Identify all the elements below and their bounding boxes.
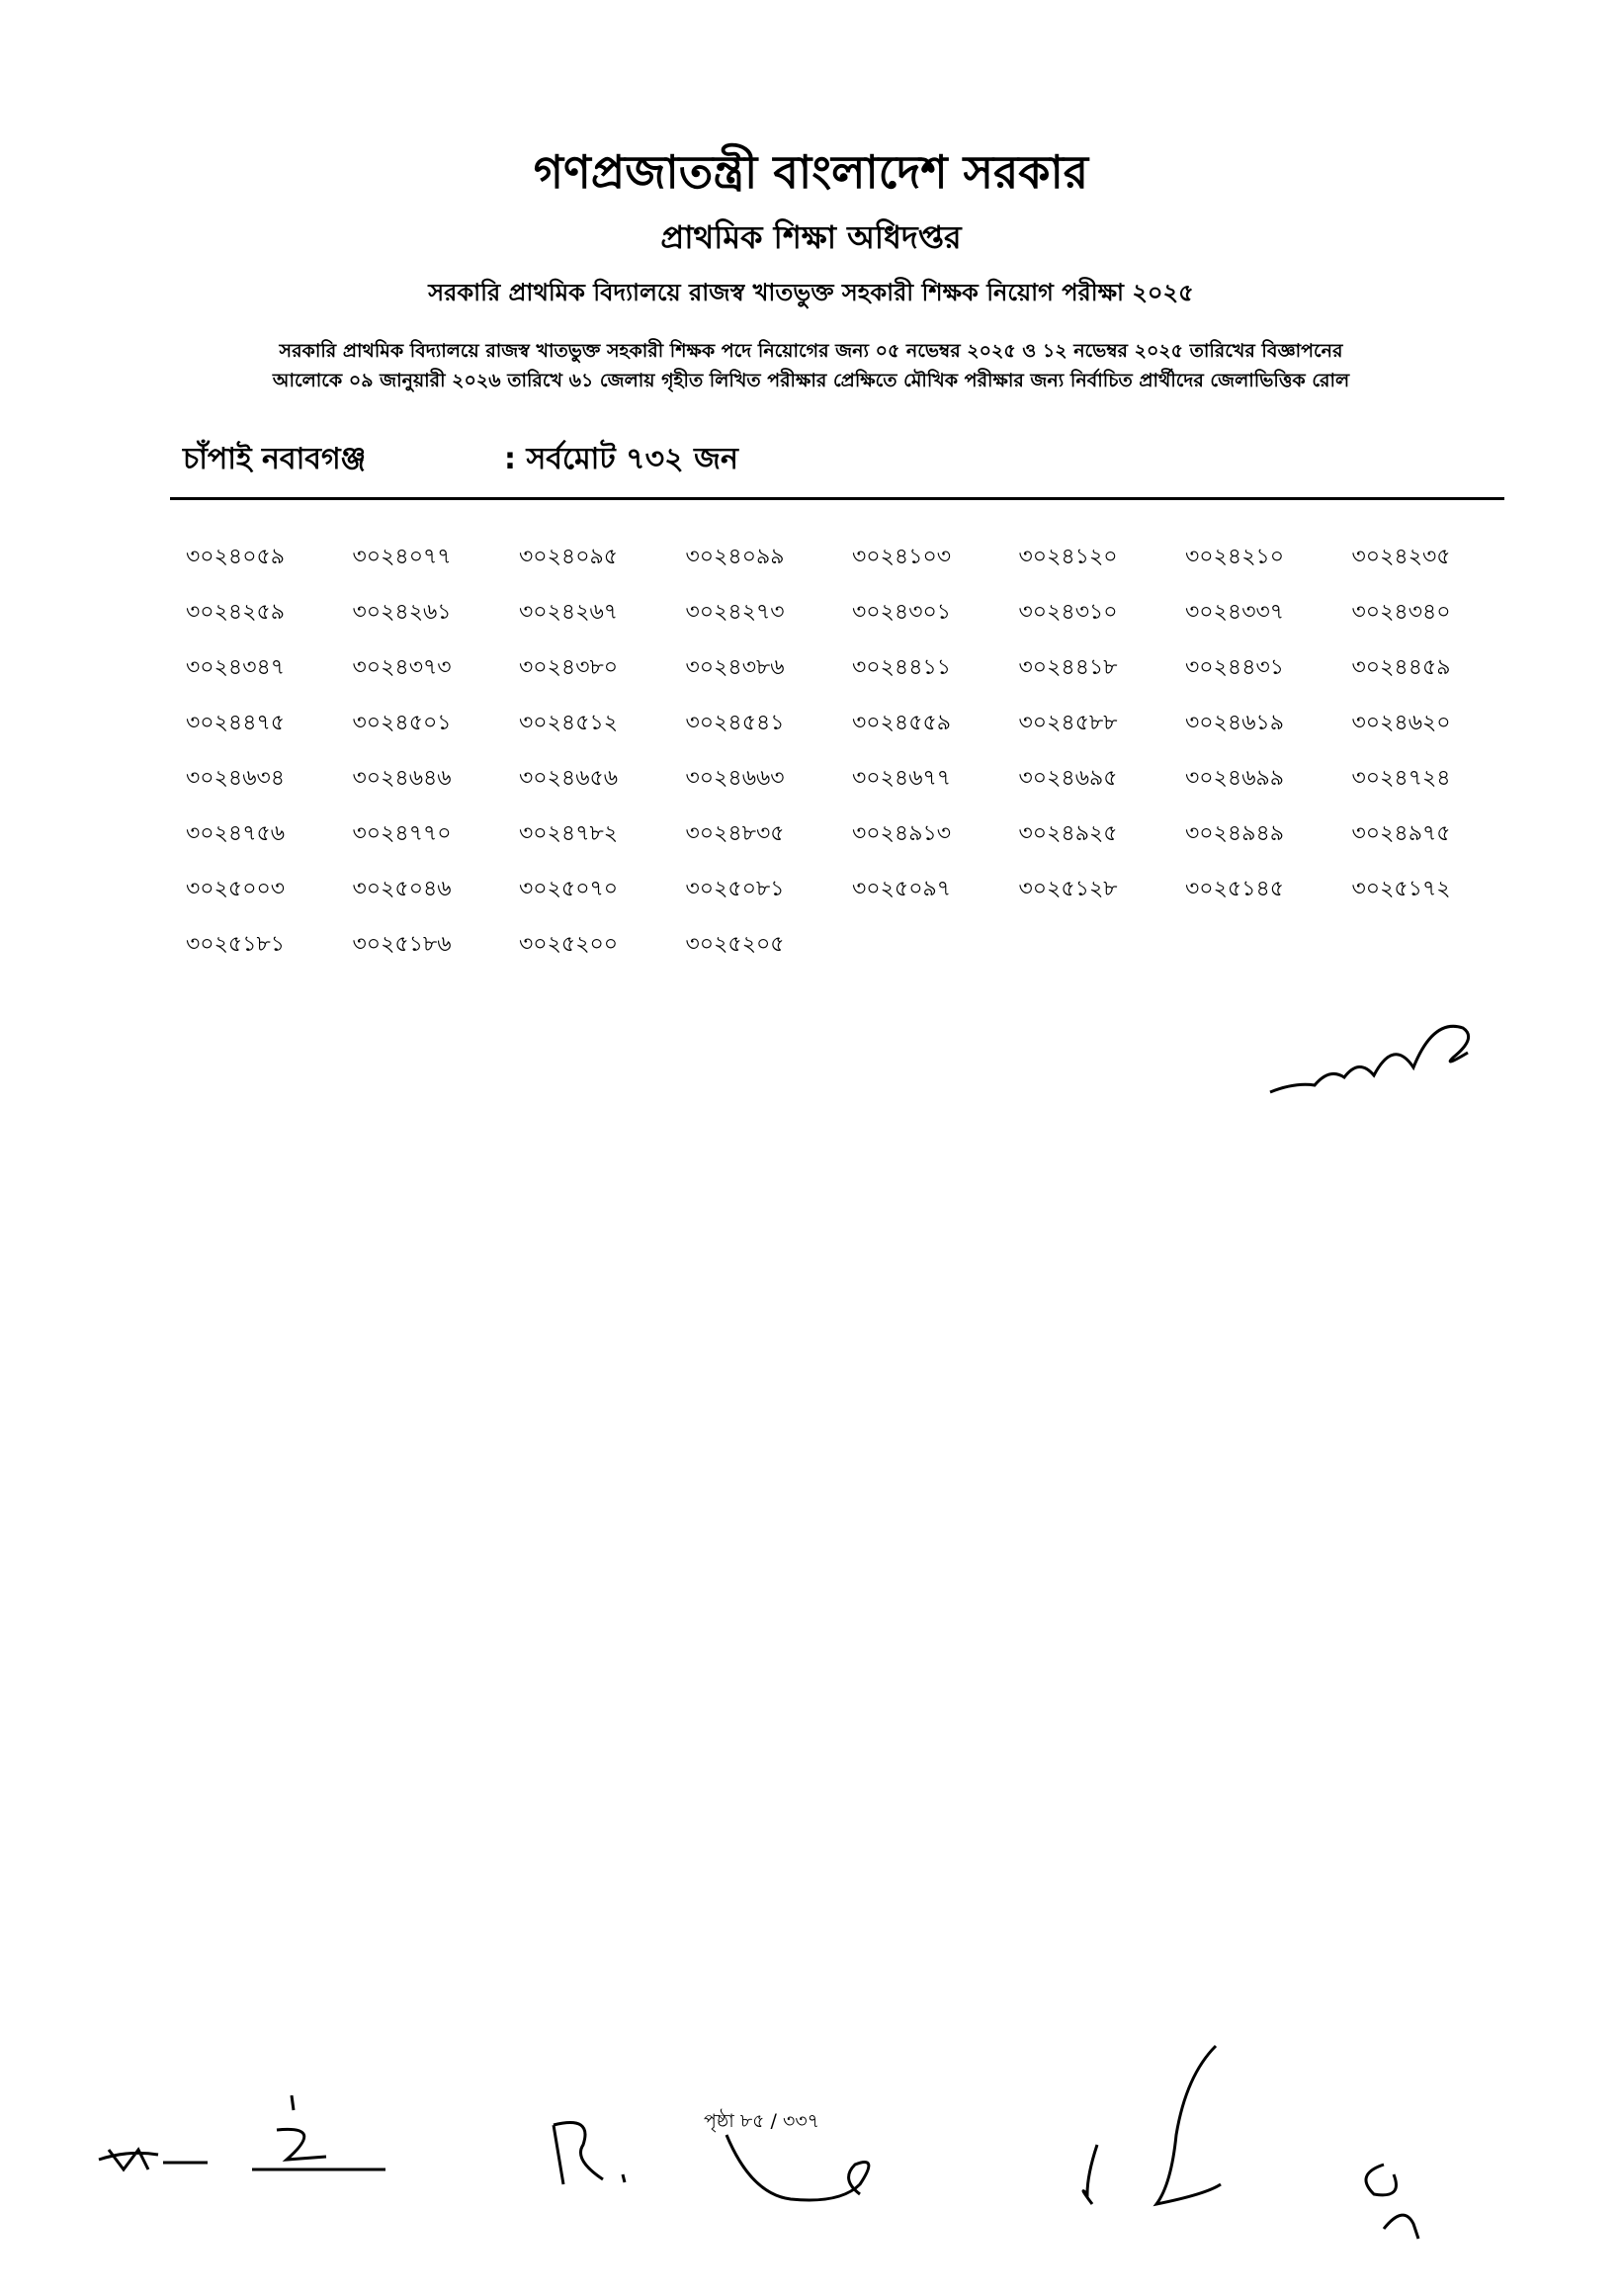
department-title: প্রাথমিক শিক্ষা অধিদপ্তর <box>660 218 962 256</box>
roll-number: ৩০২৪২৩৫ <box>1351 545 1451 569</box>
roll-number: ৩০২৫২০০ <box>519 932 619 957</box>
roll-number: ৩০২৪৪১১ <box>852 655 952 680</box>
roll-number: ৩০২৫০৪৬ <box>352 877 452 901</box>
roll-number: ৩০২৪৪৭৫ <box>186 711 286 735</box>
roll-number: ৩০২৪৬৭৭ <box>852 766 952 791</box>
roll-number: ৩০২৫১৪৫ <box>1185 877 1285 901</box>
roll-number: ৩০২৫১৭২ <box>1351 877 1451 901</box>
roll-number: ৩০২৪৪১৮ <box>1018 655 1118 680</box>
roll-number: ৩০২৪৪৫৯ <box>1351 655 1451 680</box>
roll-number: ৩০২৪৫৫৯ <box>852 711 952 735</box>
roll-number: ৩০২৫০০৩ <box>186 877 286 901</box>
district-total: : সর্বমোট ৭৩২ জন <box>504 442 738 476</box>
description-line-1: সরকারি প্রাথমিক বিদ্যালয়ে রাজস্ব খাতভুক্ত সহকারী শিক্ষক পদে নিয়োগের জন্য ০৫ নভেম্বর ২০২৫ ও ১২ নভেম্বর ২০২৫ তারিখের বিজ্ঞাপনের <box>279 340 1343 362</box>
signature-bottom-1 <box>89 2095 405 2204</box>
roll-number: ৩০২৪৭৫৬ <box>186 821 286 846</box>
roll-number: ৩০২৪৩৭৩ <box>352 655 452 680</box>
roll-number: ৩০২৫১৮৬ <box>352 932 452 957</box>
roll-number: ৩০২৪৬৪৬ <box>352 766 452 791</box>
roll-number: ৩০২৪০৯৫ <box>519 545 619 569</box>
roll-number: ৩০২৪৬২০ <box>1351 711 1451 735</box>
roll-number: ৩০২৪৬১৯ <box>1185 711 1285 735</box>
roll-number: ৩০২৪৭২৪ <box>1351 766 1451 791</box>
roll-number: ৩০২৪৩১০ <box>1018 600 1118 625</box>
description <box>0 336 1622 395</box>
roll-number: ৩০২৪৯১৩ <box>852 821 952 846</box>
signature-top-right <box>1265 998 1502 1107</box>
roll-number: ৩০২৪৩৮০ <box>519 655 619 680</box>
roll-number: ৩০২৪৬৯৯ <box>1185 766 1285 791</box>
roll-number: ৩০২৫০৭০ <box>519 877 619 901</box>
district-name: চাঁপাই নবাবগঞ্জ <box>183 442 367 476</box>
roll-number: ৩০২৪৬৯৫ <box>1018 766 1118 791</box>
roll-number: ৩০২৪৫৪১ <box>685 711 785 735</box>
page-number: পৃষ্ঠা ৮৫ / ৩৩৭ <box>704 2110 820 2132</box>
roll-number: ৩০২৪৫১২ <box>519 711 619 735</box>
roll-number: ৩০২৪২৬১ <box>352 600 452 625</box>
roll-number: ৩০২৪৯৪৯ <box>1185 821 1285 846</box>
roll-number: ৩০২৪৯২৫ <box>1018 821 1118 846</box>
roll-number: ৩০২৪৯৭৫ <box>1351 821 1451 846</box>
roll-number: ৩০২৪০৭৭ <box>352 545 452 569</box>
roll-number: ৩০২৪৩৪৭ <box>186 655 286 680</box>
roll-number: ৩০২৪৬৫৬ <box>519 766 619 791</box>
roll-number: ৩০২৫১৮১ <box>186 932 286 957</box>
roll-number: ৩০২৪৭৭০ <box>352 821 452 846</box>
divider <box>170 497 1504 500</box>
roll-number: ৩০২৪২১০ <box>1185 545 1285 569</box>
roll-number: ৩০২৪২৭৩ <box>685 600 785 625</box>
roll-number: ৩০২৫০৮১ <box>685 877 785 901</box>
roll-number: ৩০২৪৭৮২ <box>519 821 619 846</box>
government-title: গণপ্রজাতন্ত্রী বাংলাদেশ সরকার <box>533 145 1089 199</box>
roll-number: ৩০২৪১০৩ <box>852 545 952 569</box>
roll-number: ৩০২৪৩৪০ <box>1351 600 1451 625</box>
description-line-2: আলোকে ০৯ জানুয়ারী ২০২৬ তারিখে ৬১ জেলায় গৃহীত লিখিত পরীক্ষার প্রেক্ষিতে মৌখিক পরীক্ষার জন্য নির্বাচিত প্রার্থীদের জেলাভিত্তিক রোল <box>272 370 1350 391</box>
roll-number: ৩০২৪৩০১ <box>852 600 952 625</box>
roll-number: ৩০২৪৩৩৭ <box>1185 600 1285 625</box>
roll-number: ৩০২৪০৯৯ <box>685 545 785 569</box>
signature-bottom-3 <box>1067 2036 1463 2244</box>
roll-number: ৩০২৫০৯৭ <box>852 877 952 901</box>
roll-number: ৩০২৪৮৩৫ <box>685 821 785 846</box>
roll-number: ৩০২৪২৬৭ <box>519 600 619 625</box>
roll-number: ৩০২৪১২০ <box>1018 545 1118 569</box>
roll-number: ৩০২৪৩৮৬ <box>685 655 785 680</box>
roll-number: ৩০২৫২০৫ <box>685 932 785 957</box>
roll-number: ৩০২৪৪৩১ <box>1185 655 1285 680</box>
roll-number: ৩০২৪০৫৯ <box>186 545 286 569</box>
roll-number: ৩০২৫১২৮ <box>1018 877 1118 901</box>
roll-number: ৩০২৪৫০১ <box>352 711 452 735</box>
exam-title: সরকারি প্রাথমিক বিদ্যালয়ে রাজস্ব খাতভুক্ত সহকারী শিক্ষক নিয়োগ পরীক্ষা ২০২৫ <box>428 279 1194 306</box>
roll-number: ৩০২৪৬৬৩ <box>685 766 785 791</box>
roll-number: ৩০২৪৫৮৮ <box>1018 711 1118 735</box>
roll-number: ৩০২৪২৫৯ <box>186 600 286 625</box>
roll-number: ৩০২৪৬৩৪ <box>186 766 286 791</box>
